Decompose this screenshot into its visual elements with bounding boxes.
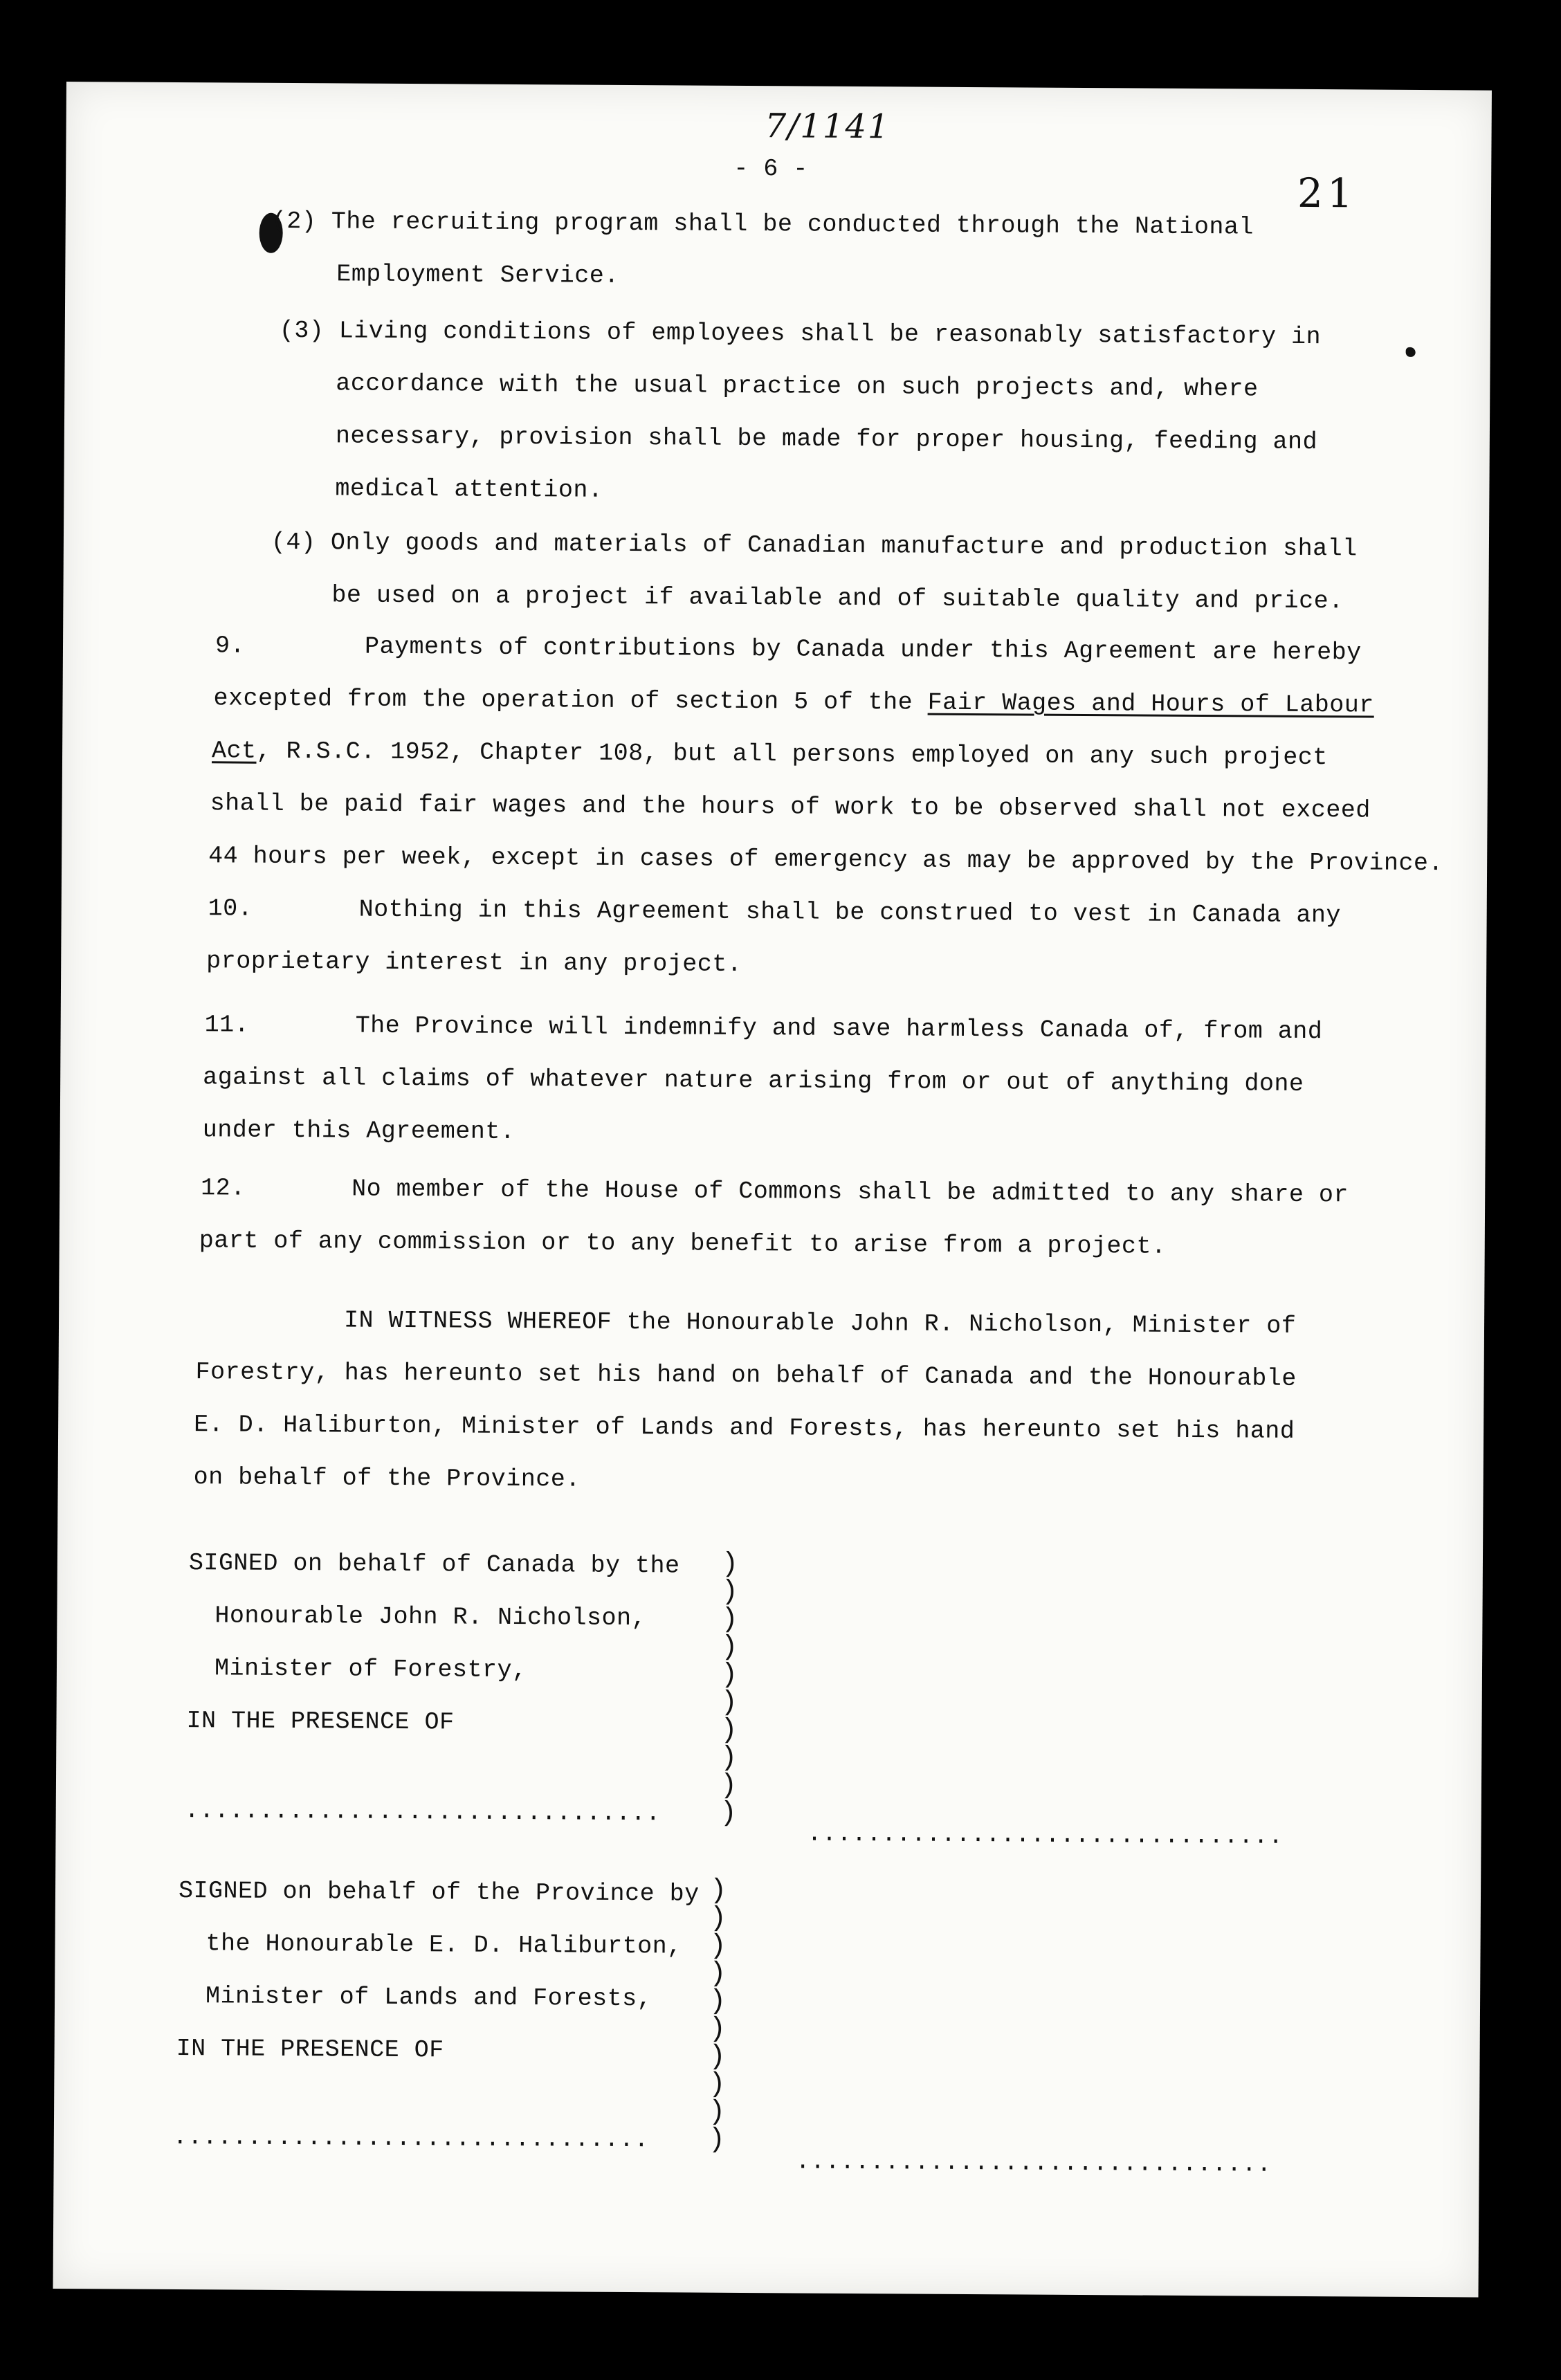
ink-speck bbox=[1406, 347, 1416, 357]
clause-line: 44 hours per week, except in cases of emergency as may be approved by the Province. bbox=[208, 842, 1444, 878]
witness-line: Forestry, has hereunto set his hand on behalf of Canada and the Honourable bbox=[195, 1358, 1297, 1393]
clause-number: 10. bbox=[208, 895, 253, 923]
signature-line: Minister of Lands and Forests, bbox=[205, 1982, 652, 2013]
clause-line: The Province will indemnify and save harmless Canada of, from and bbox=[355, 1012, 1323, 1046]
item-line: Employment Service. bbox=[336, 260, 619, 290]
item-line: medical attention. bbox=[335, 475, 603, 504]
handwritten-file-mark: 7/1141 bbox=[765, 107, 891, 147]
clause-number: 11. bbox=[204, 1011, 250, 1039]
clause-line: No member of the House of Commons shall be admitted to any share or bbox=[352, 1175, 1349, 1209]
item-line: accordance with the usual practice on such projects and, where bbox=[336, 369, 1259, 403]
clause-number: 12. bbox=[201, 1174, 246, 1202]
signer-signature-line: ................................ bbox=[807, 1820, 1284, 1851]
witness-line: IN WITNESS WHEREOF the Honourable John R. Nicholson, Minister of bbox=[343, 1306, 1297, 1340]
clause-line: Nothing in this Agreement shall be construed to vest in Canada any bbox=[358, 895, 1342, 930]
witness-signature-line: ................................ bbox=[184, 1797, 661, 1828]
act-title: Fair Wages and Hours of Labour bbox=[927, 688, 1374, 720]
clause-line: against all claims of whatever nature arising from or out of anything done bbox=[203, 1063, 1304, 1098]
clause-line: under this Agreement. bbox=[202, 1116, 515, 1146]
clause-line: proprietary interest in any project. bbox=[206, 947, 742, 978]
presence-label: IN THE PRESENCE OF bbox=[186, 1707, 455, 1737]
item-line: necessary, provision shall be made for proper housing, feeding and bbox=[335, 422, 1318, 457]
witness-line: on behalf of the Province. bbox=[193, 1463, 581, 1494]
bracket: ) ) ) ) ) ) ) ) ) ) bbox=[720, 1548, 739, 1829]
document-page bbox=[53, 82, 1492, 2298]
signature-line: the Honourable E. D. Haliburton, bbox=[206, 1930, 682, 1961]
item-line: (3) Living conditions of employees shall be reasonably satisfactory in bbox=[279, 316, 1322, 351]
signature-line: Minister of Forestry, bbox=[214, 1654, 527, 1685]
clause-number: 9. bbox=[214, 632, 246, 660]
act-title-end: Act bbox=[211, 737, 257, 765]
clause-line: Act, R.S.C. 1952, Chapter 108, but all persons employed on any such project bbox=[211, 737, 1328, 772]
presence-label: IN THE PRESENCE OF bbox=[176, 2035, 444, 2065]
clause-line: part of any commission or to any benefit to arise from a project. bbox=[199, 1227, 1167, 1261]
clause-line: excepted from the operation of section 5 of the Fair Wages and Hours of Labour bbox=[213, 684, 1374, 720]
signature-line: SIGNED on behalf of the Province by bbox=[178, 1877, 700, 1908]
page-number: - 6 - bbox=[733, 154, 808, 183]
item-line: (4) Only goods and materials of Canadian manufacture and production shall bbox=[271, 528, 1358, 563]
signature-line: SIGNED on behalf of Canada by the bbox=[188, 1549, 680, 1580]
bracket: ) ) ) ) ) ) ) ) ) ) bbox=[708, 1875, 727, 2156]
witness-line: E. D. Haliburton, Minister of Lands and Forests, has hereunto set his hand bbox=[194, 1411, 1295, 1445]
clause-line: shall be paid fair wages and the hours of work to be observed shall not exceed bbox=[210, 789, 1371, 825]
witness-signature-line: ................................ bbox=[172, 2123, 650, 2154]
signer-signature-line: ................................ bbox=[795, 2148, 1272, 2179]
clause-line: Payments of contributions by Canada under this Agreement are hereby bbox=[364, 632, 1362, 667]
item-line: be used on a project if available and of suitable quality and price. bbox=[331, 581, 1344, 616]
item-line: (2) The recruiting program shall be conducted through the National bbox=[271, 207, 1254, 241]
signature-line: Honourable John R. Nicholson, bbox=[214, 1602, 647, 1633]
stamped-page-number: 21 bbox=[1297, 169, 1358, 217]
